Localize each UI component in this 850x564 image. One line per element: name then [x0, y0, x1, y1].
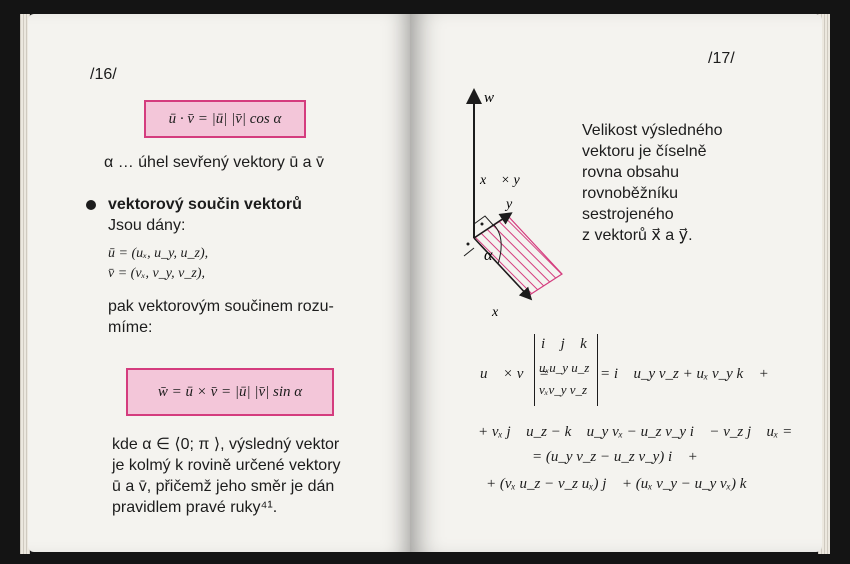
determinant-matrix [534, 334, 598, 406]
text-line-1: kde α ∈ ⟨0; π ⟩, výsledný vektor [112, 436, 340, 453]
intro-line-2: míme: [108, 319, 153, 336]
given-label: Jsou dány: [108, 217, 186, 234]
expansion-line-2: = (u_y v_z − u_z v_y) i⃗ + [532, 449, 698, 465]
determinant-row-2: uₓu_y u_z [539, 360, 590, 375]
angle-note: α … úhel sevřený vektory ū a v̄ [104, 154, 325, 171]
intro-line-1: pak vektorovým součinem rozu- [108, 298, 334, 315]
caption-line-3: rovna obsahu [582, 164, 679, 181]
bullet-icon [86, 200, 96, 210]
text-line-2: je kolmý k rovině určené vektory [112, 457, 341, 474]
diagram-label-alpha: α [484, 247, 493, 264]
determinant-row-3: vₓv_y v_z [539, 382, 588, 397]
determinant-lhs: u⃗ × v⃗ = [480, 366, 549, 382]
vector-v-definition: v̄ = (vₓ, v_y, v_z), [108, 266, 205, 281]
determinant-row-1: i⃗ j⃗ k⃗ [541, 336, 599, 352]
scalar-product-formula-box [144, 100, 306, 138]
caption-line-2: vektoru je číselně [582, 143, 707, 160]
cross-product-formula: w̄ = ū × v̄ = |ū| |v̄| sin α [157, 383, 303, 400]
scalar-product-formula: ū · v̄ = |ū| |v̄| cos α [168, 110, 282, 127]
expansion-line-3: + (vₓ u_z − v_z uₓ) j⃗ + (uₓ v_y − u_y vₓ) k⃗ [486, 476, 759, 492]
diagram-label-w: w⃗ [484, 90, 506, 106]
right-page [410, 14, 822, 552]
cross-product-formula-box [126, 368, 334, 416]
caption-line-4: rovnoběžníku [582, 185, 679, 202]
caption-line-5: sestrojeného [582, 206, 674, 223]
caption-line-6: z vektorů x⃗ a y⃗. [582, 227, 693, 244]
diagram-label-cross: x⃗ × y⃗ [480, 173, 531, 188]
page-number-right: /17/ [708, 50, 735, 67]
right-angle-mark [464, 248, 474, 256]
right-angle-mark [474, 216, 494, 226]
text-line-3: ū a v̄, přičemž jeho směr je dán [112, 478, 335, 495]
text-line-4: pravidlem pravé ruky⁴¹. [112, 499, 278, 516]
expansion-line-1: + vₓ j⃗ u_z − k⃗ u_y vₓ − u_z v_y i⃗ − v_z j⃗ uₓ = [478, 424, 793, 440]
diagram-label-y: y⃗ [506, 197, 524, 212]
vector-u-definition: ū = (uₓ, u_y, u_z), [108, 246, 209, 261]
section-heading: vektorový součin vektorů [108, 196, 302, 213]
determinant-rhs: = i⃗ u_y v_z + uₓ v_y k⃗ + [600, 366, 769, 382]
diagram-label-x: x⃗ [492, 305, 510, 318]
page-number-left: /16/ [90, 66, 117, 83]
left-page [28, 14, 410, 552]
caption-line-1: Velikost výsledného [582, 122, 723, 139]
